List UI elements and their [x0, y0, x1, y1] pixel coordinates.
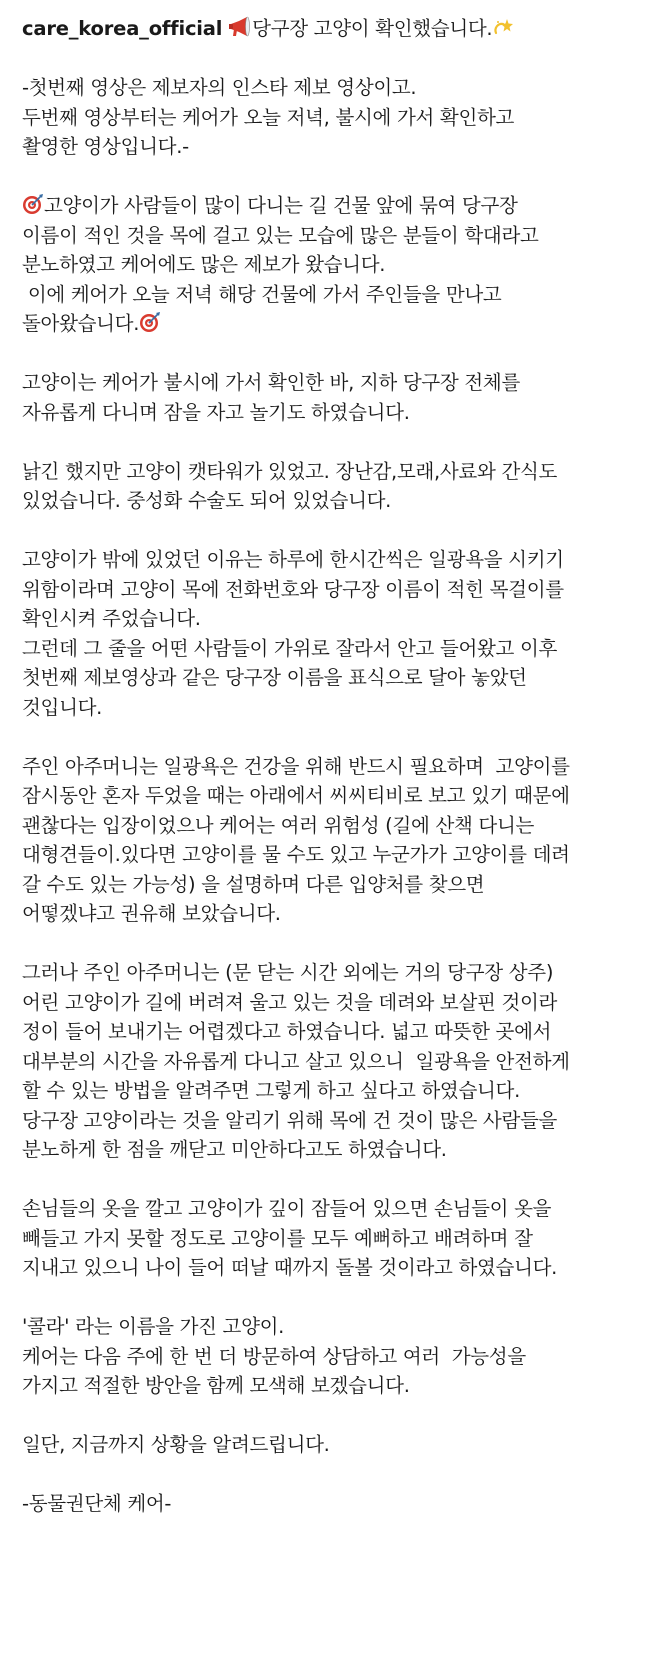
paragraph-signature — [22, 1489, 638, 1519]
paragraph-reason — [22, 545, 638, 722]
caption-line: 일단, 지금까지 상황을 알려드립니다. — [22, 1433, 330, 1456]
caption-line: 두번째 영상부터는 케어가 오늘 저녁, 불시에 가서 확인하고 — [22, 105, 515, 129]
caption-line: 손님들의 옷을 깔고 고양이가 깊이 잠들어 있으면 손님들이 옷을 — [22, 1197, 552, 1220]
paragraph-owner-reply — [22, 958, 638, 1165]
paragraph-cola — [22, 1312, 638, 1401]
paragraph-customers — [22, 1194, 638, 1283]
direct-hit-icon — [139, 311, 161, 333]
paragraph-owner-position — [22, 752, 638, 929]
caption-line: 확인시켜 주었습니다. — [22, 607, 201, 630]
direct-hit-icon — [22, 193, 44, 215]
caption-line: 고양이가 밖에 있었던 이유는 하루에 한시간씩은 일광욕을 시키기 — [22, 548, 564, 571]
caption-text: 고양이가 사람들이 많이 다니는 길 건물 앞에 묶여 당구장 — [44, 194, 518, 217]
caption-line: 자유롭게 다니며 잠을 자고 놀기도 하였습니다. — [22, 400, 410, 424]
caption-line: -동물권단체 케어- — [22, 1492, 172, 1515]
caption-line: 분노하였고 케어에도 많은 제보가 왔습니다. — [22, 253, 386, 276]
caption-line: 할 수 있는 방법을 알려주면 그렇게 하고 싶다고 하였습니다. — [22, 1079, 520, 1102]
caption-line: 잠시동안 혼자 두었을 때는 아래에서 씨씨티비로 보고 있기 때문에 — [22, 784, 570, 807]
caption-line: 대형견들이.있다면 고양이를 물 수도 있고 누군가가 고양이를 데려 — [22, 843, 570, 866]
caption-line: 그러나 주인 아주머니는 (문 닫는 시간 외에는 거의 당구장 상주) — [22, 961, 554, 984]
username-link[interactable]: care_korea_official — [22, 17, 223, 40]
caption-line: 빼들고 가지 못할 정도로 고양이를 모두 예뻐하고 배려하며 잘 — [22, 1226, 533, 1250]
paragraph-report — [22, 191, 638, 339]
caption-line: 어린 고양이가 길에 버려져 울고 있는 것을 데려와 보살핀 것이라 — [22, 990, 558, 1014]
paragraph-environment — [22, 457, 638, 516]
caption-line: 어떻겠냐고 권유해 보았습니다. — [22, 902, 281, 925]
caption-line: 분노하게 한 점을 깨닫고 미안하다고도 하였습니다. — [22, 1138, 447, 1161]
post-title: 당구장 고양이 확인했습니다. — [252, 17, 493, 40]
caption-line: 대부분의 시간을 자유롭게 다니고 살고 있으니 일광욕을 안전하게 — [22, 1049, 570, 1073]
caption-line: 것입니다. — [22, 695, 103, 719]
caption-line: 촬영한 영상입니다.- — [22, 135, 189, 158]
caption-line: 있었습니다. 중성화 수술도 되어 있었습니다. — [22, 489, 392, 512]
caption-line: 괜찮다는 입장이었으나 케어는 여러 위험성 (길에 산책 다니는 — [22, 813, 535, 837]
caption-line: -첫번째 영상은 제보자의 인스타 제보 영상이고. — [22, 76, 417, 99]
caption-text: 돌아왔습니다. — [22, 312, 140, 335]
caption-line: '콜라' 라는 이름을 가진 고양이. — [22, 1315, 285, 1338]
caption-line: 케어는 다음 주에 한 번 더 방문하여 상담하고 여러 가능성을 — [22, 1344, 526, 1368]
caption-line: 지내고 있으니 나이 들어 떠날 때까지 돌볼 것이라고 하였습니다. — [22, 1256, 558, 1279]
caption-line: 주인 아주머니는 일광욕은 건강을 위해 반드시 필요하며 고양이를 — [22, 754, 570, 778]
caption-line: 그런데 그 줄을 어떤 사람들이 가위로 잘라서 안고 들어왔고 이후 — [22, 636, 558, 660]
caption-line: 낡긴 했지만 고양이 캣타워가 있었고. 장난감,모래,사료와 간식도 — [22, 459, 558, 483]
caption-line: 이름이 적인 것을 목에 걸고 있는 모습에 많은 분들이 학대라고 — [22, 223, 539, 247]
caption-line: 당구장 고양이라는 것을 알리기 위해 목에 건 것이 많은 사람들을 — [22, 1108, 558, 1132]
caption-line: 가지고 적절한 방안을 함께 모색해 보겠습니다. — [22, 1374, 410, 1397]
caption-line: 위함이라며 고양이 목에 전화번호와 당구장 이름이 적힌 목걸이를 — [22, 577, 564, 601]
caption-line: 고양이는 케어가 불시에 가서 확인한 바, 지하 당구장 전체를 — [22, 371, 520, 394]
caption-header — [22, 14, 638, 44]
paragraph-update — [22, 1430, 638, 1460]
caption-line — [22, 309, 638, 339]
caption-line: 갈 수도 있는 가능성) 을 설명하며 다른 입양처를 찾으면 — [22, 872, 485, 896]
caption-line — [22, 191, 638, 221]
caption-line: 이에 케어가 오늘 저녁 해당 건물에 가서 주인들을 만나고 — [22, 282, 502, 306]
megaphone-icon — [228, 16, 252, 38]
dizzy-star-icon — [492, 16, 514, 38]
caption-line: 정이 들어 보내기는 어렵겠다고 하였습니다. 넓고 따뜻한 곳에서 — [22, 1020, 552, 1043]
paragraph-visit — [22, 368, 638, 427]
paragraph-intro — [22, 73, 638, 162]
caption-line: 첫번째 제보영상과 같은 당구장 이름을 표식으로 달아 놓았던 — [22, 666, 527, 689]
